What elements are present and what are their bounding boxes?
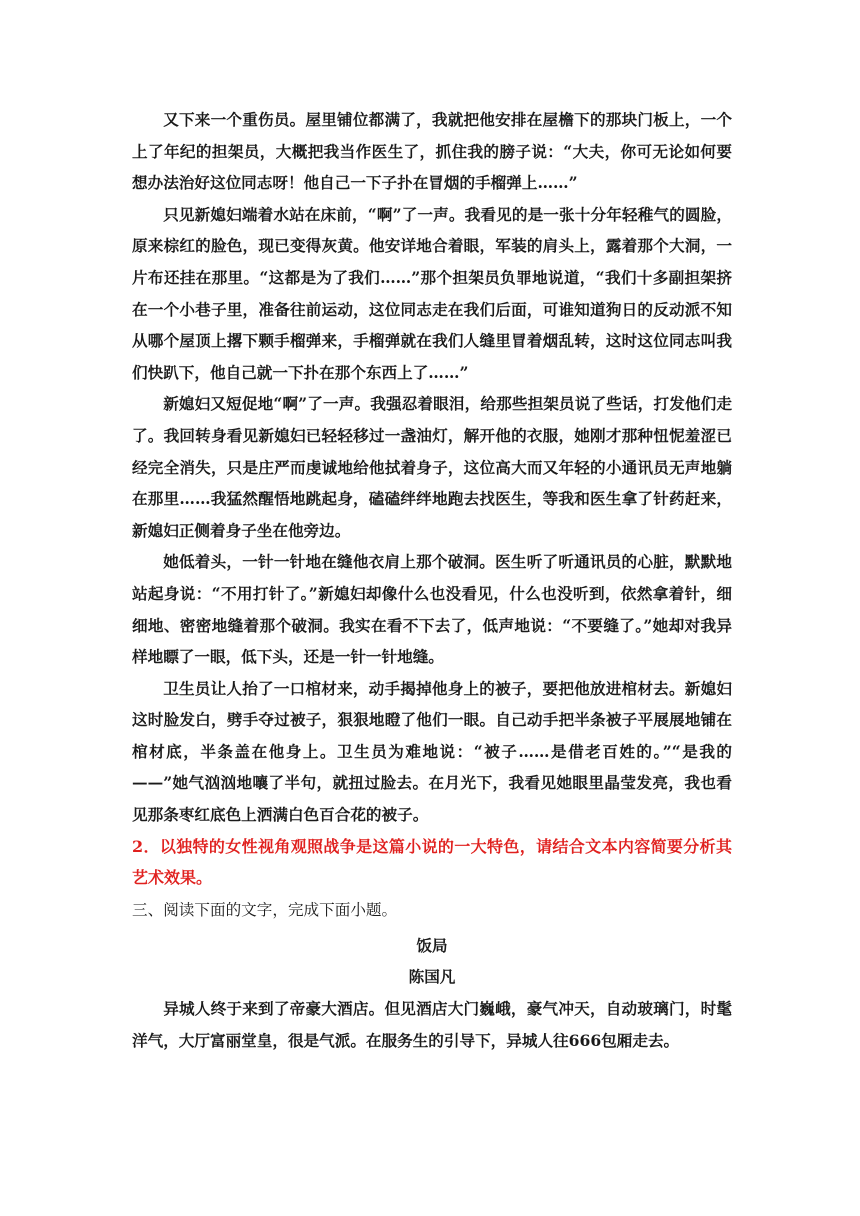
document-body bbox=[132, 104, 732, 1056]
story-paragraph-1: 异城人终于来到了帝豪大酒店。但见酒店大门巍峨，豪气冲天，自动玻璃门，时髦洋气，大厅富丽堂皇，很是气派。在服务生的引导下，异城人往666包厢走去。 bbox=[132, 999, 732, 1050]
section-heading: 三、阅读下面的文字，完成下面小题。 bbox=[132, 900, 398, 919]
question-2: 2．以独特的女性视角观照战争是这篇小说的一大特色，请结合文本内容简要分析其艺术效果。 bbox=[132, 836, 732, 888]
paragraph-3: 新媳妇又短促地“啊”了一声。我强忍着眼泪，给那些担架员说了些话，打发他们走了。我回转身看见新媳妇已轻轻移过一盏油灯，解开他的衣服，她刚才那种忸怩羞涩已经完全消失，只是庄严而虔诚地给他拭着身子，这位高大而又年轻的小通讯员无声地躺在那里……我猛然醒悟地跳起身，磕磕绊绊地跑去找医生，等我和医生拿了针药赶来，新媳妇正侧着身子坐在他旁边。 bbox=[132, 394, 732, 540]
story-title: 饭局 bbox=[416, 935, 448, 955]
paragraph-2: 只见新媳妇端着水站在床前，“啊”了一声。我看见的是一张十分年轻稚气的圆脸，原来棕红的脸色，现已变得灰黄。他安详地合着眼，军装的肩头上，露着那个大洞，一片布还挂在那里。“这都是为了我们……”那个担架员负罪地说道，“我们十多副担架挤在一个小巷子里，准备往前运动，这位同志走在我们后面，可谁知道狗日的反动派不知从哪个屋顶上撂下颗手榴弹来，手榴弹就在我们人缝里冒着烟乱转，这时这位同志叫我们快趴下，他自己就一下扑在那个东西上了……” bbox=[132, 204, 732, 382]
paragraph-1: 又下来一个重伤员。屋里铺位都满了，我就把他安排在屋檐下的那块门板上，一个上了年纪的担架员，大概把我当作医生了，抓住我的膀子说：“大夫，你可无论如何要想办法治好这位同志呀！他自己一下子扑在冒烟的手榴弹上……” bbox=[132, 110, 732, 193]
story-author: 陈国凡 bbox=[408, 967, 456, 987]
paragraph-5: 卫生员让人抬了一口棺材来，动手揭掉他身上的被子，要把他放进棺材去。新媳妇这时脸发白，劈手夺过被子，狠狠地瞪了他们一眼。自己动手把半条被子平展展地铺在棺材底，半条盖在他身上。卫生员为难地说：“被子……是借老百姓的。”“是我的——”她气汹汹地嚷了半句，就扭过脸去。在月光下，我看见她眼里晶莹发亮，我也看见那条枣红底色上洒满白色百合花的被子。 bbox=[132, 678, 732, 825]
paragraph-4: 她低着头，一针一针地在缝他衣肩上那个破洞。医生听了听通讯员的心脏，默默地站起身说：“不用打针了。”新媳妇却像什么也没看见，什么也没听到，依然拿着针，细细地、密密地缝着那个破洞。我实在看不下去了，低声地说：“不要缝了。”她却对我异样地瞟了一眼，低下头，还是一针一针地缝。 bbox=[132, 552, 732, 667]
